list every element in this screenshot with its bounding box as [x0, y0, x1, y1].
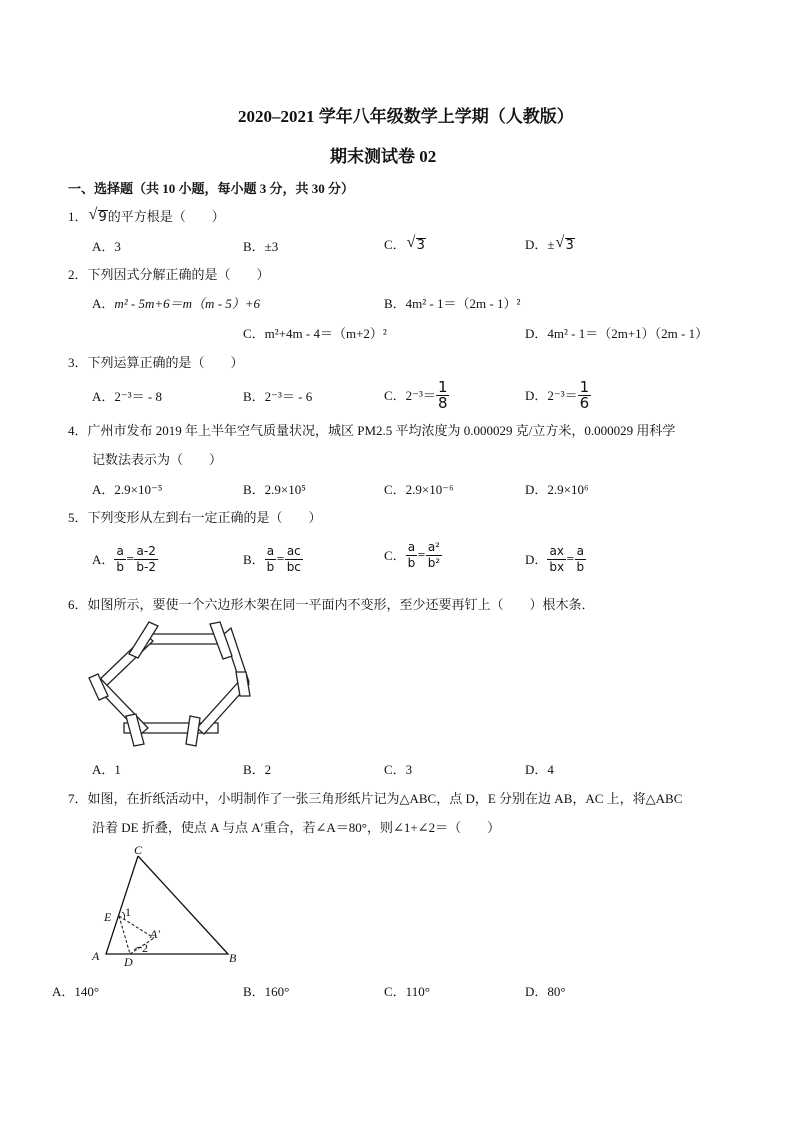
sqrt-expression: √ 9: [88, 206, 107, 225]
option-c[interactable]: C． √ 3: [384, 234, 425, 253]
question-4-line2: 记数法表示为（ ）: [92, 452, 223, 467]
section-heading: 一、选择题（共 10 小题，每小题 3 分，共 30 分）: [68, 181, 355, 196]
option-d[interactable]: D．80°: [525, 984, 566, 999]
option-d[interactable]: D．4: [525, 762, 554, 777]
option-d[interactable]: D．2⁻³＝ $\frac{1}{6}$: [525, 378, 590, 412]
option-c[interactable]: C．2⁻³＝ $\frac{1}{8}$: [384, 378, 448, 412]
option-b[interactable]: B．2.9×10⁵: [243, 482, 306, 497]
option-a[interactable]: A．140°: [52, 984, 100, 999]
label-angle-1: 1: [125, 905, 131, 919]
option-c[interactable]: C．2.9×10⁻⁶: [384, 482, 454, 497]
option-a[interactable]: A．1: [92, 762, 121, 777]
question-4-line1: 4．广州市发布 2019 年上半年空气质量状况，城区 PM2.5 平均浓度为 0.000029 克/立方米，0.000029 用科学: [68, 423, 676, 438]
question-stem: 的平方根是（ ）: [107, 209, 225, 224]
label-angle-2: 2: [142, 941, 148, 955]
label-c: C: [134, 844, 143, 857]
option-b[interactable]: B． $\frac{a}{b}$ = $\frac{ac}{bc}$: [243, 544, 301, 574]
option-b[interactable]: B．160°: [243, 984, 290, 999]
option-b[interactable]: B．2: [243, 762, 272, 777]
question-6: 6．如图所示，要使一个六边形木架在同一平面内不变形，至少还要再钉上（ ）根木条．: [68, 597, 595, 612]
option-b[interactable]: B．4m² - 1＝（2m - 1）²: [384, 296, 521, 311]
label-d: D: [124, 955, 133, 968]
option-d[interactable]: D． $\frac{ax}{bx}$ = $\frac{a}{b}$: [525, 544, 585, 574]
option-c[interactable]: C．m²+4m - 4＝（m+2）²: [243, 326, 387, 341]
option-d[interactable]: D．2.9×10⁶: [525, 482, 589, 497]
page-subtitle: 期末测试卷 02: [330, 147, 437, 166]
option-d[interactable]: D．± √ 3: [525, 234, 574, 253]
question-7-line1: 7．如图，在折纸活动中，小明制作了一张三角形纸片记为△ABC，点 D，E 分别在边 AB，AC 上，将△ABC: [68, 791, 683, 806]
page-title: 2020–2021 学年八年级数学上学期（人教版）: [238, 107, 574, 126]
option-a[interactable]: A．3: [92, 239, 121, 254]
hexagon-frame-figure: [86, 620, 258, 748]
option-a[interactable]: A． $\frac{a}{b}$ = $\frac{a-2}{b-2}$: [92, 544, 156, 574]
question-1: [68, 206, 225, 225]
question-2: 2．下列因式分解正确的是（ ）: [68, 267, 270, 282]
question-3: 3．下列运算正确的是（ ）: [68, 355, 244, 370]
question-5: 5．下列变形从左到右一定正确的是（ ）: [68, 510, 322, 525]
option-c[interactable]: C．110°: [384, 984, 430, 999]
option-d[interactable]: D．4m² - 1＝（2m+1）（2m - 1）: [525, 326, 709, 341]
option-c[interactable]: C．3: [384, 762, 413, 777]
option-c[interactable]: C． $\frac{a}{b}$ = $\frac{\text{a²}}{\text{b²}}$: [384, 540, 441, 570]
option-b[interactable]: B．±3: [243, 239, 279, 254]
option-a[interactable]: A．2.9×10⁻⁵: [92, 482, 163, 497]
label-a: A: [92, 949, 100, 963]
option-a[interactable]: A．2⁻³＝ - 8: [92, 389, 162, 404]
question-number: 1．: [68, 209, 88, 224]
label-b: B: [229, 951, 237, 965]
label-e: E: [104, 910, 112, 924]
option-b[interactable]: B．2⁻³＝ - 6: [243, 389, 313, 404]
label-a-prime: A′: [150, 927, 160, 941]
triangle-fold-figure: [86, 844, 246, 968]
option-a[interactable]: A．m² - 5m+6＝m（m - 5）+6: [92, 296, 261, 311]
question-7-line2: 沿着 DE 折叠，使点 A 与点 A′重合，若∠A＝80°，则∠1+∠2＝（ ）: [92, 820, 501, 835]
